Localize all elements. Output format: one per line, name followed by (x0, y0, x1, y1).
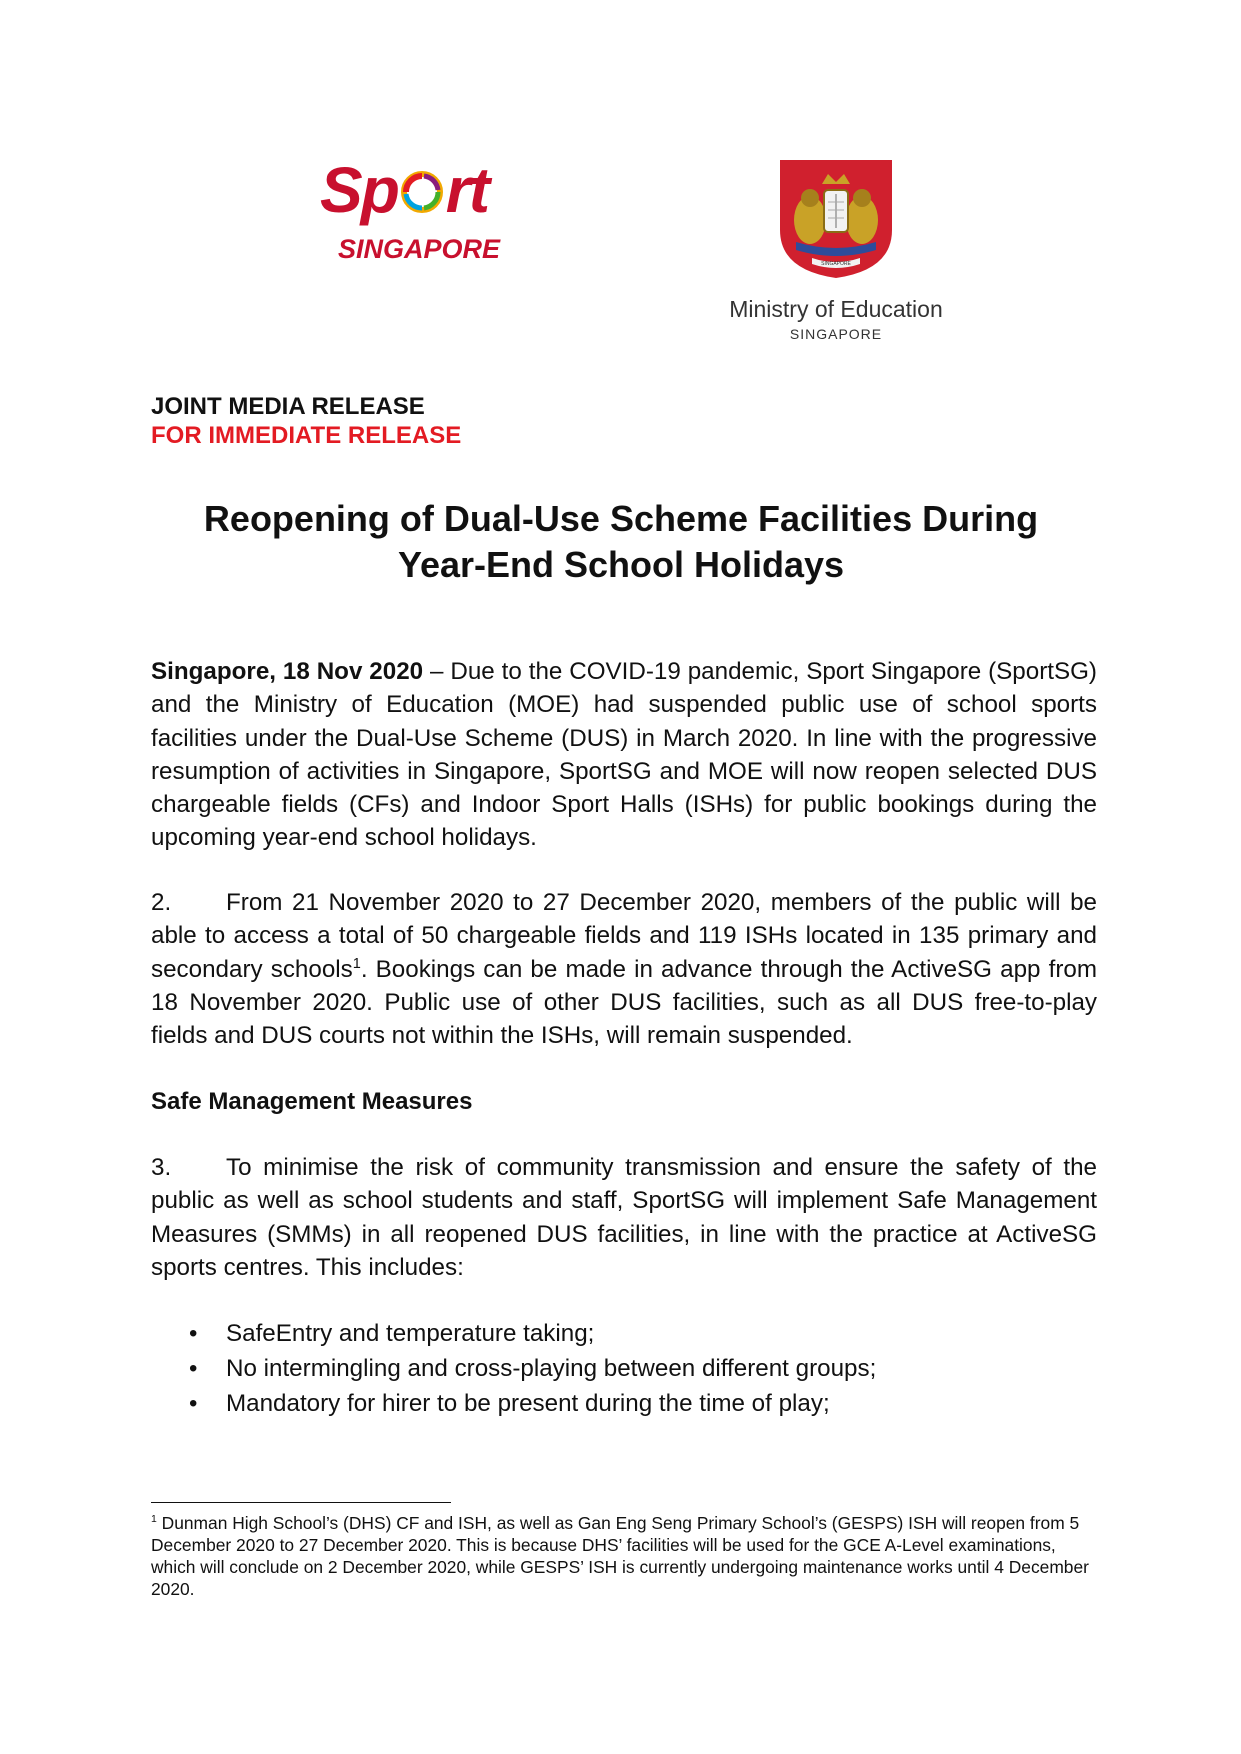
paragraph-2 (151, 886, 1097, 1052)
measures-list (151, 1316, 1097, 1421)
footnote-reference: 1 (352, 955, 361, 972)
list-item: • SafeEntry and temperature taking; (151, 1316, 1097, 1351)
footnote-text: Dunman High School’s (DHS) CF and ISH, as well as Gan Eng Seng Primary School’s (GESPS) ISH will reopen from 5 December 2020 to 27 December 2020. This is because DHS’ facilities will be used for the GCE A-Level examinations, which will conclude on 2 December 2020, while GESPS’ ISH is currently undergoing maintenance works until 4 December 2020. (151, 1513, 1089, 1599)
release-timing-label: FOR IMMEDIATE RELEASE (151, 422, 462, 449)
moe-crest-icon (778, 158, 894, 280)
title-line-2: Year-End School Holidays (397, 544, 845, 585)
title-line-1: Reopening of Dual-Use Scheme Facilities During (203, 498, 1039, 539)
footnote-divider (151, 1502, 451, 1503)
page-title (151, 496, 1091, 588)
sport-logo-subtitle: SINGAPORE (338, 234, 501, 264)
paragraph-1-text: – Due to the COVID-19 pandemic, Sport Singapore (SportSG) and the Ministry of Education (MOE) had suspended public use of school sports facilities under the Dual-Use Scheme (DUS) in March 2020. In line with the progressive resumption of activities in Singapore, SportSG and MOE will now reopen selected DUS chargeable fields (CFs) and Indoor Sport Halls (ISHs) for public bookings during the upcoming year-end school holidays. (151, 658, 1097, 852)
sport-logo-word-right: rt (445, 154, 488, 226)
paragraph-number: 2. (151, 889, 172, 916)
footnote-number: 1 (151, 1514, 157, 1526)
release-type-label: JOINT MEDIA RELEASE (151, 393, 425, 420)
paragraph-2-text-b: . Bookings can be made in advance through the ActiveSG app from 18 November 2020. Public use of other DUS facilities, such as all DUS free-to-play fields and DUS courts not within the ISHs, will remain suspended. (151, 955, 1097, 1050)
paragraph-3 (151, 1151, 1097, 1284)
list-item: • No intermingling and cross-playing between different groups; (151, 1351, 1097, 1386)
sport-logo-wordmark (320, 154, 488, 226)
paragraph-1 (151, 655, 1097, 855)
footnote (151, 1512, 1097, 1600)
sport-singapore-logo (320, 154, 540, 268)
moe-subtitle: SINGAPORE (789, 326, 883, 342)
moe-crest-band-text: SINGAPORE (821, 261, 851, 267)
paragraph-2-text-a: From 21 November 2020 to 27 December 2020, members of the public will be able to access a total of 50 chargeable fields and 119 ISHs located in 135 primary and secondary schools (151, 889, 1097, 983)
sport-logo-swirl-icon (398, 166, 446, 214)
moe-name: Ministry of Education (729, 296, 943, 322)
paragraph-number: 3. (151, 1154, 172, 1181)
section-heading: Safe Management Measures (151, 1088, 473, 1115)
sport-logo-word-left: Sp (320, 154, 398, 226)
dateline: Singapore, 18 Nov 2020 (151, 658, 424, 685)
list-item: • Mandatory for hirer to be present during the time of play; (151, 1386, 1097, 1421)
paragraph-3-text: To minimise the risk of community transmission and ensure the safety of the public as well as school students and staff, SportSG will implement Safe Management Measures (SMMs) in all reopened DUS facilities, in line with the practice at ActiveSG sports centres. This includes: (151, 1154, 1097, 1281)
